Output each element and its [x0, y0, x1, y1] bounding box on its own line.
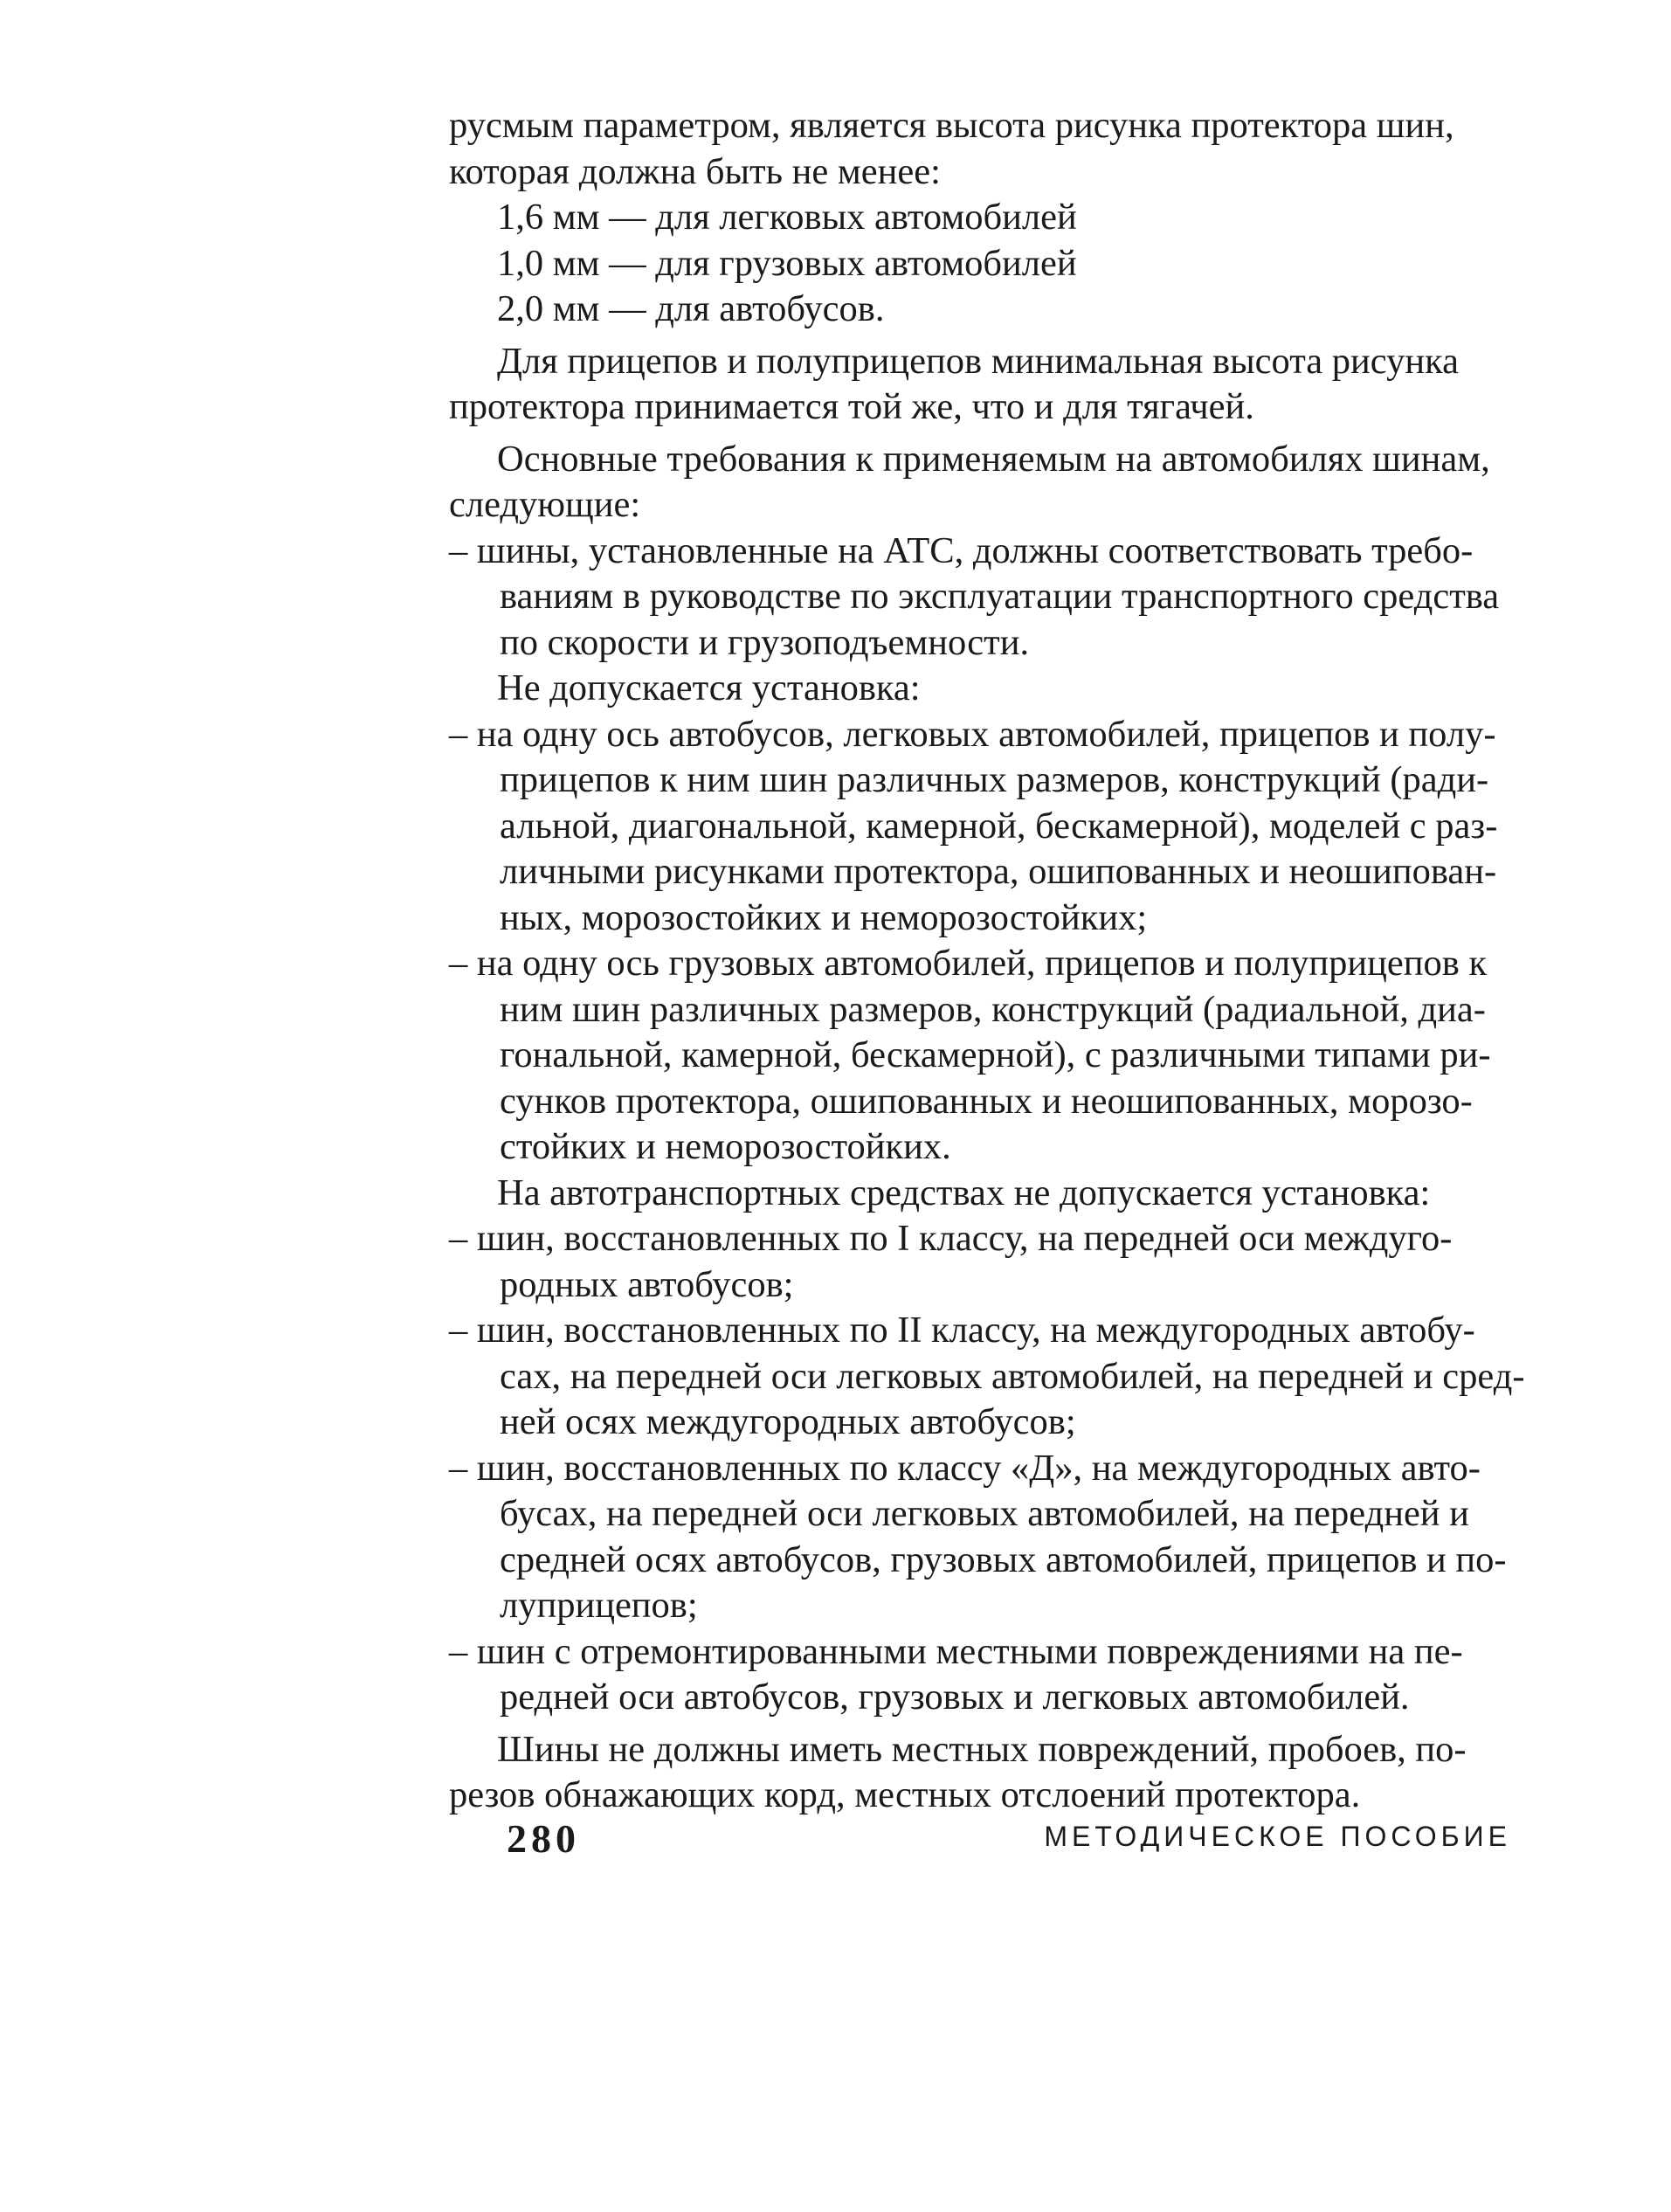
- text-line: по скорости и грузоподъемности.: [500, 621, 1030, 663]
- text-line: На автотранспортных средствах не допускается установка:: [497, 1172, 1431, 1213]
- text-line: Для прицепов и полуприцепов минимальная высота рисунка: [497, 340, 1459, 382]
- text-line: гональной, камерной, бескамерной), с различными типами ри-: [500, 1034, 1491, 1075]
- body-text: [449, 103, 1554, 1819]
- text-line: сунков протектора, ошипованных и неошипованных, морозо-: [500, 1080, 1473, 1122]
- text-line: Основные требования к применяемым на автомобилях шинам,: [497, 438, 1490, 480]
- text-line: родных автобусов;: [500, 1263, 794, 1305]
- text-line: луприцепов;: [500, 1585, 698, 1626]
- page-number: 280: [507, 1816, 580, 1861]
- page-footer: [507, 1815, 1511, 1868]
- text-line: – шин, восстановленных по классу «Д», на междугородных авто-: [449, 1447, 1481, 1489]
- text-line: которая должна быть не менее:: [449, 150, 941, 192]
- text-line: – шин, восстановленных по II классу, на междугородных автобу-: [449, 1310, 1475, 1351]
- text-line: бусах, на передней оси легковых автомобилей, на передней и: [500, 1493, 1469, 1534]
- text-line: резов обнажающих корд, местных отслоений протектора.: [449, 1774, 1361, 1815]
- text-line: сах, на передней оси легковых автомобилей, на передней и сред-: [500, 1355, 1525, 1397]
- text-line: Шины не должны иметь местных повреждений, пробоев, по-: [497, 1728, 1467, 1770]
- text-line: следующие:: [449, 484, 641, 525]
- text-line: – на одну ось автобусов, легковых автомобилей, прицепов и полу-: [449, 713, 1496, 755]
- text-line: ним шин различных размеров, конструкций (радиальной, диа-: [500, 988, 1486, 1030]
- text-line: 2,0 мм — для автобусов.: [497, 288, 885, 329]
- text-line: редней оси автобусов, грузовых и легковых автомобилей.: [500, 1676, 1410, 1718]
- text-line: – шины, установленные на АТС, должны соответствовать требо-: [449, 529, 1474, 571]
- text-line: альной, диагональной, камерной, бескамерной), моделей с раз-: [500, 805, 1498, 847]
- text-line: ваниям в руководстве по эксплуатации транспортного средства: [500, 576, 1500, 617]
- text-line: 1,6 мм — для легковых автомобилей: [497, 197, 1077, 238]
- text-line: 1,0 мм — для грузовых автомобилей: [497, 242, 1077, 284]
- text-line: ных, морозостойких и неморозостойких;: [500, 896, 1148, 938]
- text-line: – на одну ось грузовых автомобилей, прицепов и полуприцепов к: [449, 943, 1488, 984]
- text-line: – шин с отремонтированными местными повреждениями на пе-: [449, 1630, 1463, 1672]
- text-line: средней осях автобусов, грузовых автомобилей, прицепов и по-: [500, 1538, 1507, 1580]
- text-line: ней осях междугородных автобусов;: [500, 1401, 1076, 1442]
- text-line: русмым параметром, является высота рисунка протектора шин,: [449, 105, 1454, 146]
- running-title: МЕТОДИЧЕСКОЕ ПОСОБИЕ: [1044, 1821, 1511, 1852]
- text-line: протектора принимается той же, что и для тягачей.: [449, 386, 1254, 427]
- text-line: личными рисунками протектора, ошипованных и неошипован-: [500, 851, 1497, 892]
- text-line: – шин, восстановленных по I классу, на передней оси междуго-: [449, 1218, 1453, 1259]
- text-line: стойких и неморозостойких.: [500, 1126, 951, 1167]
- text-line: прицепов к ним шин различных размеров, конструкций (ради-: [500, 759, 1489, 800]
- text-line: Не допускается установка:: [497, 667, 921, 709]
